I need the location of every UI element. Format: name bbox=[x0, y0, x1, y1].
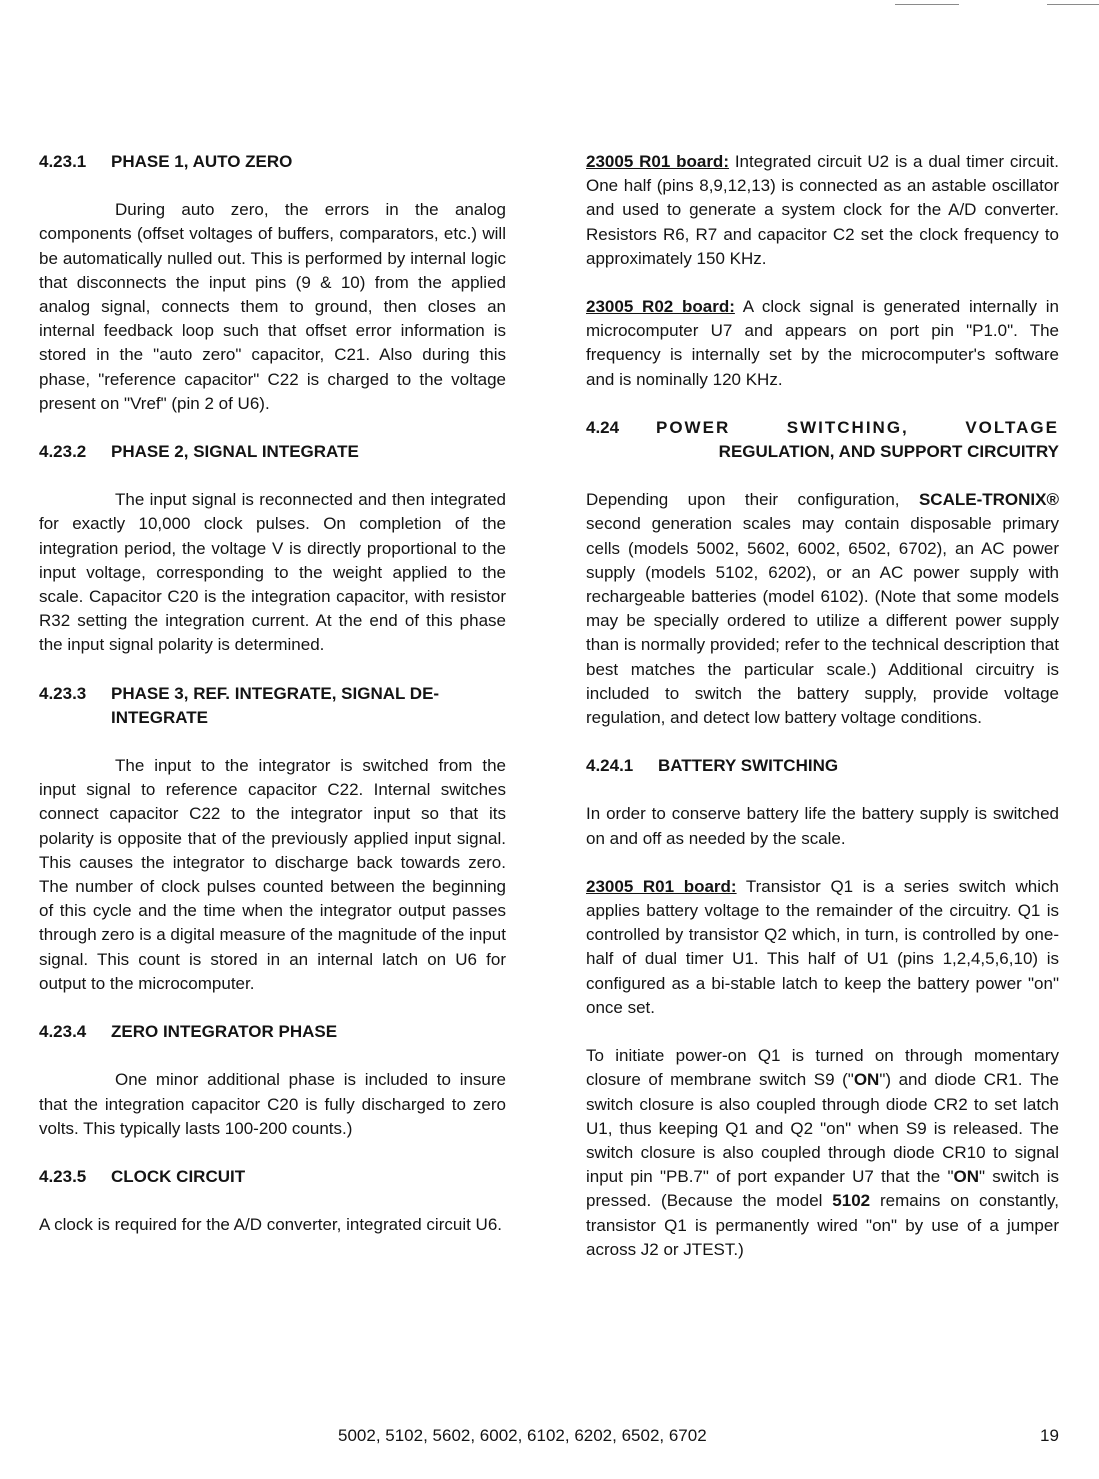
section-heading-4-23-2 bbox=[39, 440, 506, 464]
section-title-line-1 bbox=[656, 416, 1059, 440]
right-column bbox=[586, 150, 1059, 1286]
paragraph-power-switching bbox=[586, 488, 1059, 730]
paragraph-auto-zero: During auto zero, the errors in the analog components (offset voltages of buffers, comparators, etc.) will be automatically nulled out. This is performed by internal logic that disconnects the input pins (9 & 10) from the applied analog signal, connects them to ground, then closes an internal feedback loop such that offset error information is stored in the "auto zero" capacitor, C21. Also during this phase, "reference capacitor" C22 is charged to the voltage present on "Vref" (pin 2 of U6). bbox=[39, 200, 506, 413]
paragraph-text: Depending upon their configuration, bbox=[586, 490, 900, 510]
section-title-line-2: REGULATION, AND SUPPORT CIRCUITRY bbox=[718, 442, 1059, 462]
model-number: 5102 bbox=[832, 1191, 871, 1211]
left-column bbox=[39, 150, 506, 1261]
section-title: PHASE 3, REF. INTEGRATE, SIGNAL DE-INTEGRATE bbox=[111, 683, 440, 727]
paragraph-r01-battery bbox=[586, 875, 1059, 1020]
paragraph-text: ") and diode CR1. The switch closure is also coupled through diode CR2 to set latch U1, thus keeping Q1 and Q2 "on" when S9 is released. The switch closure is also coupled through diode CR10 to signal input pin "PB.7" of port expander U7 that the " bbox=[586, 1070, 1059, 1187]
footer-model-list: 5002, 5102, 5602, 6002, 6102, 6202, 6502, 6702 bbox=[338, 1426, 707, 1445]
section-number: 4.23.3 bbox=[39, 683, 87, 703]
paragraph-signal-integrate: The input signal is reconnected and then integrated for exactly 10,000 clock pulses. On completion of the integration period, the voltage V is directly proportional to the input voltage, corresponding to the weight applied to the scale. Capacitor C20 is the integration capacitor, with resistor R32 setting the integration current. At the end of this phase the input signal polarity is determined. bbox=[39, 490, 506, 655]
paragraph-text: A clock signal is generated internally in microcomputer U7 and appears on port pin "P1.0". The frequency is internally set by the microcomputer's software and is nominally 120 KHz. bbox=[586, 297, 1060, 389]
section-title: ZERO INTEGRATOR PHASE bbox=[111, 1022, 338, 1042]
board-label: 23005 R01 board: bbox=[586, 876, 737, 896]
paragraph-text: second generation scales may contain disposable primary cells (models 5002, 5602, 6002, 6502, 6702), an AC power supply (models 5102, 6202), or an AC power supply with rechargeable batteries (model 6102). (Note that some models may be specially ordered to utilize a different power supply than is normally provided; refer to the technical description that best matches the particular scale.) Additional circuitry is included to switch the battery supply, provide voltage regulation, and detect low battery voltage conditions. bbox=[586, 514, 1059, 728]
title-word: VOLTAGE bbox=[965, 417, 1059, 437]
brand-name: SCALE-TRONIX® bbox=[918, 490, 1059, 510]
section-number: 4.24.1 bbox=[586, 756, 634, 776]
board-label: 23005 R02 board: bbox=[586, 297, 735, 317]
paragraph-clock-circuit: A clock is required for the A/D converter, integrated circuit U6. bbox=[39, 1215, 502, 1235]
section-heading-4-23-3 bbox=[39, 682, 506, 730]
paragraph-text: " switch is pressed. (Because the model bbox=[586, 1167, 1059, 1211]
top-rule-right bbox=[1047, 4, 1099, 5]
title-word: POWER bbox=[656, 417, 731, 437]
board-label: 23005 R01 board: bbox=[586, 152, 729, 171]
section-number: 4.23.1 bbox=[39, 152, 87, 171]
section-title bbox=[656, 416, 1059, 464]
section-title: BATTERY SWITCHING bbox=[658, 756, 839, 776]
paragraph-text: Integrated circuit U2 is a dual timer circuit. One half (pins 8,9,12,13) is connected as an astable oscillator and used to generate a system clock for the A/D converter. Resistors R6, R7 and capacitor C2 set the clock frequency to approximately 150 KHz. bbox=[586, 152, 1059, 268]
paragraph-r01-clock bbox=[586, 150, 1059, 271]
paragraph-text: remains on constantly, transistor Q1 is permanently wired "on" by use of a jumper across J2 or JTEST.) bbox=[586, 1191, 1060, 1259]
title-word: SWITCHING, bbox=[786, 417, 909, 437]
section-heading-4-23-4 bbox=[39, 1020, 506, 1044]
paragraph-battery-switching: In order to conserve battery life the battery supply is switched on and off as needed by the scale. bbox=[586, 804, 1059, 848]
paragraph-text: To initiate power-on Q1 is turned on through momentary closure of membrane switch S9 (" bbox=[586, 1046, 1059, 1090]
section-title: PHASE 2, SIGNAL INTEGRATE bbox=[111, 442, 359, 462]
section-number: 4.23.5 bbox=[39, 1166, 87, 1186]
section-title: PHASE 1, AUTO ZERO bbox=[111, 152, 293, 171]
paragraph-text: Transistor Q1 is a series switch which applies battery voltage to the remainder of the circuitry. Q1 is controlled by transistor Q2 which, in turn, is controlled by one-half of dual timer U1. This half of U1 (pins 1,2,4,5,6,10) is configured as a bi-stable latch to keep the battery power "on" once set. bbox=[586, 876, 1059, 1017]
section-number: 4.23.2 bbox=[39, 442, 87, 462]
section-title: CLOCK CIRCUIT bbox=[111, 1166, 246, 1186]
section-heading-4-24 bbox=[586, 416, 1059, 464]
paragraph-r02-clock bbox=[586, 295, 1059, 392]
section-number: 4.24 bbox=[586, 417, 620, 437]
on-keyword: ON bbox=[953, 1167, 980, 1187]
paragraph-ref-integrate: The input to the integrator is switched from the input signal to reference capacitor C22. Internal switches connect capacitor C22 to the integrator input so that its polarity is opposite that of the previously applied input signal. This causes the integrator to discharge back towards zero. The number of clock pulses counted between the beginning of this cycle and the time when the integrator output passes through zero is a digital measure of the magnitude of the input signal. This count is stored in an internal latch on U6 for output to the microcomputer. bbox=[39, 756, 506, 993]
top-rule-left bbox=[895, 4, 959, 5]
on-keyword: ON bbox=[853, 1070, 880, 1090]
section-heading-4-24-1 bbox=[586, 754, 1059, 778]
paragraph-power-on bbox=[586, 1044, 1059, 1262]
section-heading-4-23-5 bbox=[39, 1165, 506, 1189]
section-heading-4-23-1 bbox=[39, 150, 506, 174]
section-number: 4.23.4 bbox=[39, 1022, 87, 1042]
page-number: 19 bbox=[1040, 1426, 1059, 1445]
paragraph-zero-integrator: One minor additional phase is included to insure that the integration capacitor C20 is fully discharged to zero volts. This typically lasts 100-200 counts.) bbox=[39, 1070, 506, 1138]
